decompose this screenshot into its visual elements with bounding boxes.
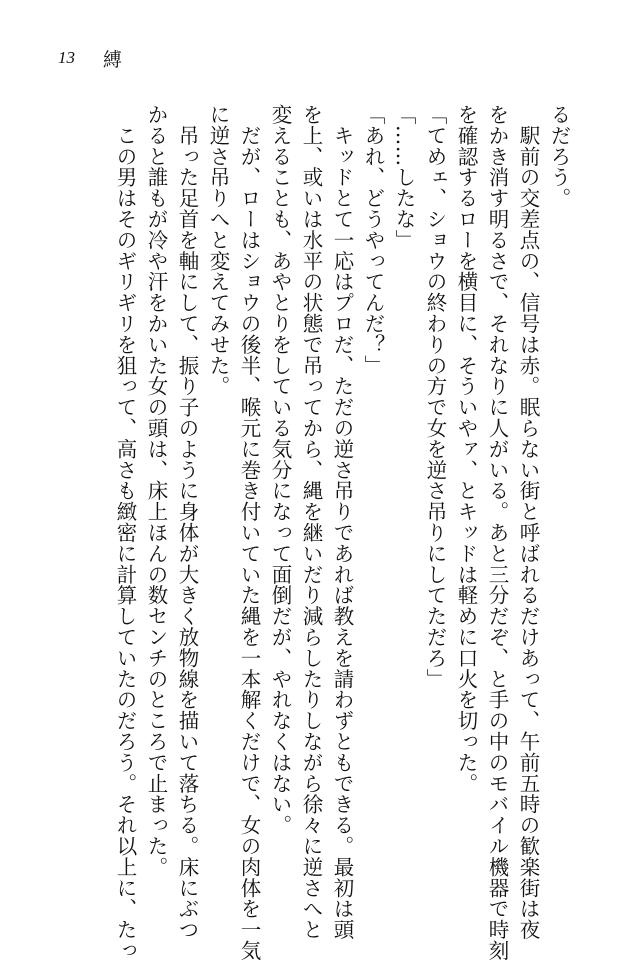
text-column: 駅前の交差点の、信号は赤。眠らない街と呼ばれるだけあって、午前五時の歓楽街は夜 bbox=[516, 104, 540, 940]
text-column: をかき消す明るさで、それなりに人がいる。あと三分だぞ、と手の中のモバイル機器で時刻 bbox=[485, 104, 509, 961]
running-header bbox=[58, 44, 122, 72]
text-column: 吊った足首を軸にして、振り子のように身体が大きく放物線を描いて落ちる。床にぶつ bbox=[175, 104, 199, 940]
text-column: だが、ローはショウの後半、喉元に巻き付いていた縄を一本解くだけで、女の肉体を一気 bbox=[237, 104, 261, 961]
text-column: 変えることも、あやとりをしている気分になって面倒だが、やれなくはない。 bbox=[268, 104, 292, 836]
text-column: この男はそのギリギリを狙って、高さも緻密に計算していたのだろう。それ以上に、たっ bbox=[113, 104, 137, 961]
page-number: 13 bbox=[58, 48, 75, 67]
text-column: 「……したな」 bbox=[392, 104, 416, 251]
text-column: キッドとて一応はプロだ、ただの逆さ吊りであれば教えを請わずともできる。最初は頭 bbox=[330, 104, 354, 940]
text-column: を確認するローを横目に、そういやァ、とキッドは軽めに口火を切った。 bbox=[454, 104, 478, 794]
text-column: 「てめェ、ショウの終わりの方で女を逆さ吊りにしてただろ」 bbox=[423, 104, 447, 690]
text-column: るだろう。 bbox=[547, 104, 571, 209]
text-column: かると誰もが冷や汗をかいた女の頭は、床上ほんの数センチのところで止まった。 bbox=[144, 104, 168, 878]
chapter-title: 縛 bbox=[103, 48, 123, 71]
text-column: を上、或いは水平の状態で吊ってから、縄を継いだり減らしたりしながら徐々に逆さへと bbox=[299, 104, 323, 940]
text-column: 「あれ、どうやってんだ？」 bbox=[361, 104, 385, 376]
text-column: に逆さ吊りへと変えてみせた。 bbox=[206, 104, 230, 397]
body-text bbox=[109, 104, 574, 961]
